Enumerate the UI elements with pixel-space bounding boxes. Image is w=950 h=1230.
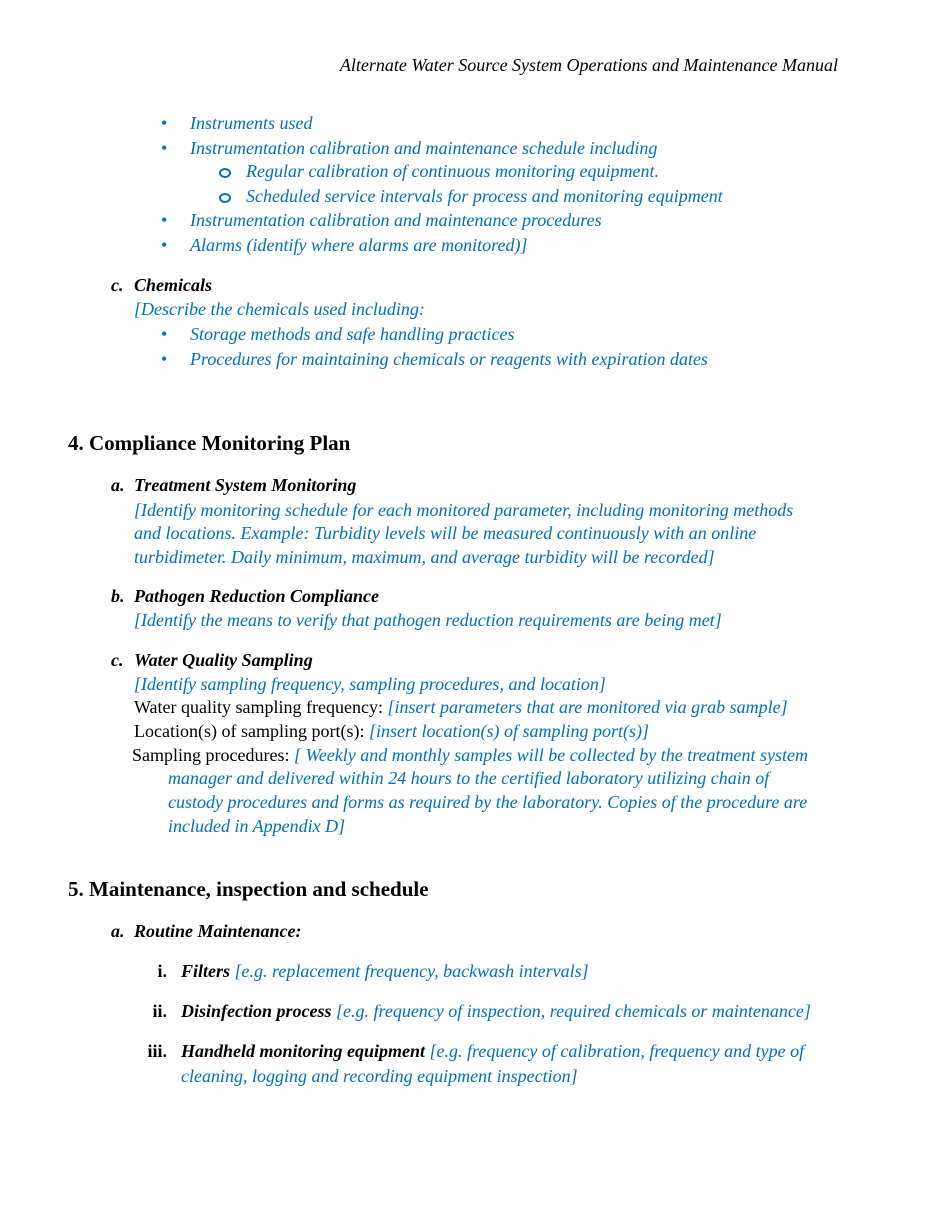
bullet-icon: • [161,324,168,344]
roman-numeral: iii. [147,1041,167,1061]
list-item: Procedures for maintaining chemicals or reagents with expiration dates [190,349,708,369]
sampling-location-row [134,721,649,742]
maintenance-item-desc: [e.g. frequency of calibration, frequency and type of [429,1041,805,1061]
sampling-location-label: Location(s) of sampling port(s): [134,721,365,741]
list-item: Instrumentation calibration and maintenance schedule including [190,138,658,158]
maintenance-item-title: Handheld monitoring equipment [181,1041,426,1061]
sub-list-item: Scheduled service intervals for process and monitoring equipment [246,186,723,206]
subsection-letter: a. [111,475,125,495]
subsection-intro: [Describe the chemicals used including: [134,299,425,319]
document-header: Alternate Water Source System Operations and Maintenance Manual [339,55,838,75]
sampling-procedures-row [132,745,808,766]
paragraph-line: included in Appendix D] [168,816,346,836]
paragraph-line: custody procedures and forms as required by the laboratory. Copies of the procedure are [168,792,808,812]
bullet-icon: • [161,113,168,133]
maintenance-item-title: Filters [181,961,231,981]
hollow-bullet-icon [219,168,231,178]
maintenance-item [181,961,589,982]
list-item: Storage methods and safe handling practices [190,324,515,344]
subsection-letter: c. [111,650,124,670]
maintenance-item-title: Disinfection process [181,1001,332,1021]
paragraph-line: [Identify the means to verify that pathogen reduction requirements are being met] [134,610,722,630]
section-heading: 4. Compliance Monitoring Plan [68,431,351,455]
subsection-title: Treatment System Monitoring [134,475,357,495]
bullet-icon: • [161,210,168,230]
maintenance-item-desc: [e.g. replacement frequency, backwash intervals] [234,961,589,981]
sampling-frequency-row [134,697,788,718]
roman-numeral: ii. [152,1001,167,1021]
maintenance-item-desc: [e.g. frequency of inspection, required chemicals or maintenance] [336,1001,811,1021]
subsection-title: Chemicals [134,275,213,295]
sampling-frequency-value: [insert parameters that are monitored via grab sample] [387,697,788,717]
subsection-letter: a. [111,921,125,941]
roman-numeral: i. [157,961,167,981]
sub-list-item: Regular calibration of continuous monitoring equipment. [246,161,659,181]
sampling-location-value: [insert location(s) of sampling port(s)] [368,721,649,741]
section-heading: 5. Maintenance, inspection and schedule [68,877,429,901]
bullet-icon: • [161,138,168,158]
paragraph-line: cleaning, logging and recording equipment inspection] [181,1066,578,1086]
paragraph-line: turbidimeter. Daily minimum, maximum, and average turbidity will be recorded] [134,547,715,567]
sampling-frequency-label: Water quality sampling frequency: [134,697,383,717]
subsection-title: Pathogen Reduction Compliance [134,586,380,606]
subsection-title: Water Quality Sampling [134,650,313,670]
list-item: Instruments used [190,113,313,133]
list-item: Alarms (identify where alarms are monitored)] [190,235,528,255]
bullet-icon: • [161,349,168,369]
subsection-letter: b. [111,586,125,606]
sampling-procedures-value: [ Weekly and monthly samples will be collected by the treatment system [293,745,809,765]
subsection-title: Routine Maintenance: [134,921,302,941]
maintenance-item [181,1041,804,1062]
sampling-procedures-label: Sampling procedures: [132,745,290,765]
paragraph-line: and locations. Example: Turbidity levels will be measured continuously with an online [134,523,757,543]
maintenance-item [181,1001,811,1022]
paragraph-line: [Identify sampling frequency, sampling procedures, and location] [134,674,606,694]
subsection-letter: c. [111,275,124,295]
list-item: Instrumentation calibration and maintenance procedures [190,210,602,230]
paragraph-line: manager and delivered within 24 hours to the certified laboratory utilizing chain of [168,768,770,788]
bullet-icon: • [161,235,168,255]
hollow-bullet-icon [219,193,231,203]
paragraph-line: [Identify monitoring schedule for each monitored parameter, including monitoring methods [134,500,794,520]
